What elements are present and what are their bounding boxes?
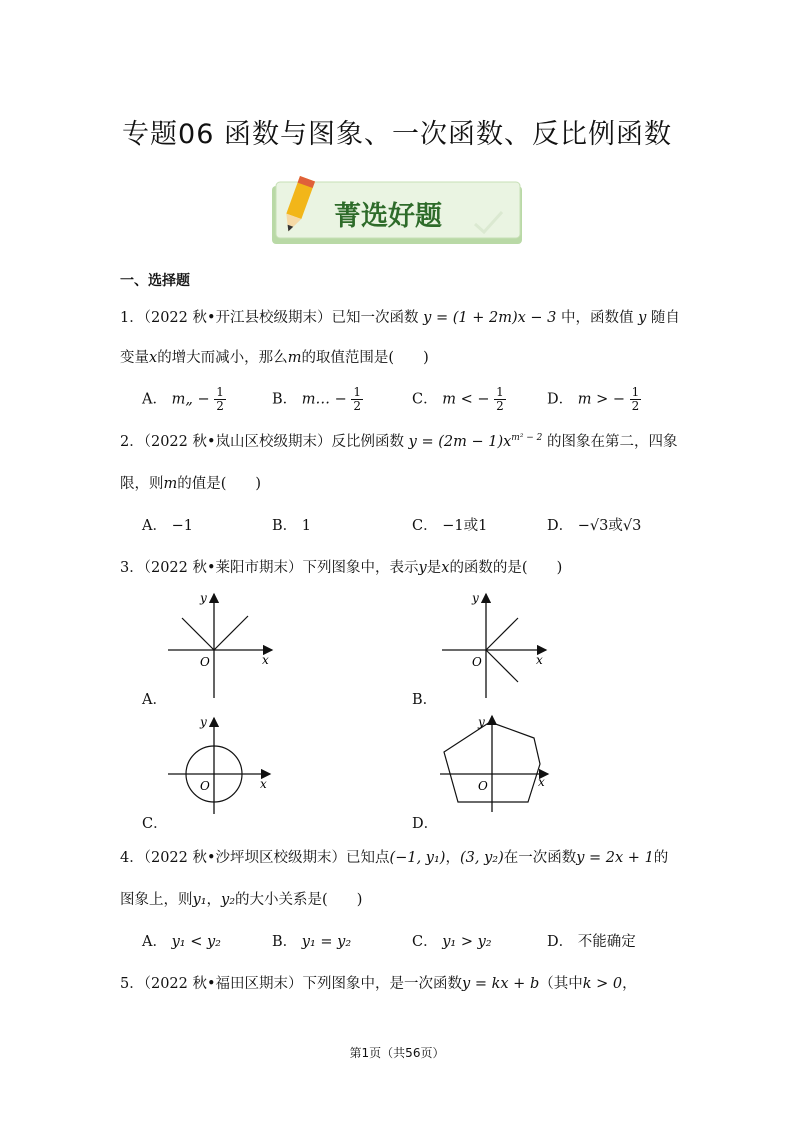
page-title: 专题06 函数与图象、一次函数、反比例函数	[122, 119, 672, 150]
q1-formula: y = (1 + 2m)x − 3	[423, 310, 557, 326]
graph-line	[486, 650, 518, 682]
section-heading: 一、选择题	[120, 273, 190, 289]
q5-line1: 5．（2022 秋•福田区期末）下列图象中，是一次函数y = kx + b（其中k > 0，	[120, 976, 637, 992]
graph-b	[434, 588, 554, 700]
q1-option-b: B． m… − $\frac{1}{2}$	[272, 385, 362, 413]
graph-a	[160, 588, 280, 700]
y-label: y	[200, 715, 207, 729]
q2-formula: y = (2m − 1)x	[408, 434, 512, 450]
origin-label: O	[478, 779, 488, 793]
graph-line	[214, 616, 248, 650]
y-label: y	[200, 591, 207, 605]
x-label: x	[536, 653, 543, 667]
graph-d	[434, 712, 558, 816]
q1-var: y	[638, 310, 647, 326]
q3-line1: 3．（2022 秋•莱阳市期末）下列图象中，表示y是x的函数的是( )	[120, 560, 563, 576]
q2-line1: 2．（2022 秋•岚山区校级期末）反比例函数 $y = (2m - 1)x^{m^2 - 2}$ 的图象在第二，四象	[120, 433, 678, 450]
graph-line	[486, 618, 518, 650]
q1-option-d: D． m > − $\frac{1}{2}$	[547, 385, 640, 413]
q4-option-c: C． y₁ > y₂	[412, 934, 492, 950]
origin-label: O	[200, 779, 210, 793]
origin-label: O	[200, 655, 210, 669]
q2-exponent: m² − 2	[511, 433, 543, 444]
q4-option-d: D． 不能确定	[547, 934, 636, 950]
x-label: x	[262, 653, 269, 667]
q3-option-a: A．	[142, 692, 167, 708]
origin-label: O	[472, 655, 482, 669]
graph-c	[160, 712, 280, 816]
q4-option-a: A． y₁ < y₂	[142, 934, 221, 950]
q2-option-b: B． 1	[272, 518, 311, 534]
q4-line1: 4．（2022 秋•沙坪坝区校级期末）已知点(−1, y₁)，(3, y₂)在一次函数y = 2x + 1的	[120, 850, 669, 866]
q4-line2: 图象上，则y₁，y₂的大小关系是( )	[120, 892, 363, 908]
q3-option-d: D．	[412, 816, 439, 832]
page-footer: 第1页（共56页）	[349, 1046, 445, 1060]
banner	[270, 172, 524, 248]
q3-option-b: B．	[412, 692, 438, 708]
q1-line2	[120, 346, 429, 367]
q2-option-d: D． −√3或√3	[547, 518, 642, 534]
q1-line1	[120, 306, 680, 327]
q1-text: 的取值范围是( )	[301, 350, 429, 366]
q1-var: x	[149, 350, 158, 366]
q3-option-c: C．	[142, 816, 168, 832]
y-label: y	[478, 715, 485, 729]
q1-option-a: A． m„ − $\frac{1}{2}$	[142, 385, 224, 413]
q2-line2: 限，则m的值是( )	[120, 476, 262, 492]
q1-var: m	[287, 350, 302, 366]
x-label: x	[538, 775, 545, 789]
graph-line	[182, 618, 214, 650]
q1-text: 的增大而减小，那么	[157, 350, 288, 366]
q4-option-b: B． y₁ = y₂	[272, 934, 352, 950]
q1-text: 变量	[120, 350, 149, 366]
q2-option-a: A． −1	[142, 518, 193, 534]
q1-text: 中，函数值	[560, 310, 634, 326]
q1-text: 随自	[650, 310, 680, 326]
y-label: y	[472, 591, 479, 605]
q1-option-c: C． m < − $\frac{1}{2}$	[412, 385, 504, 413]
banner-text: 菁选好题	[334, 201, 442, 232]
x-label: x	[260, 777, 267, 791]
q1-text: 1．（2022 秋•开江县校级期末）已知一次函数	[120, 310, 419, 326]
q2-option-c: C． −1或1	[412, 518, 488, 534]
